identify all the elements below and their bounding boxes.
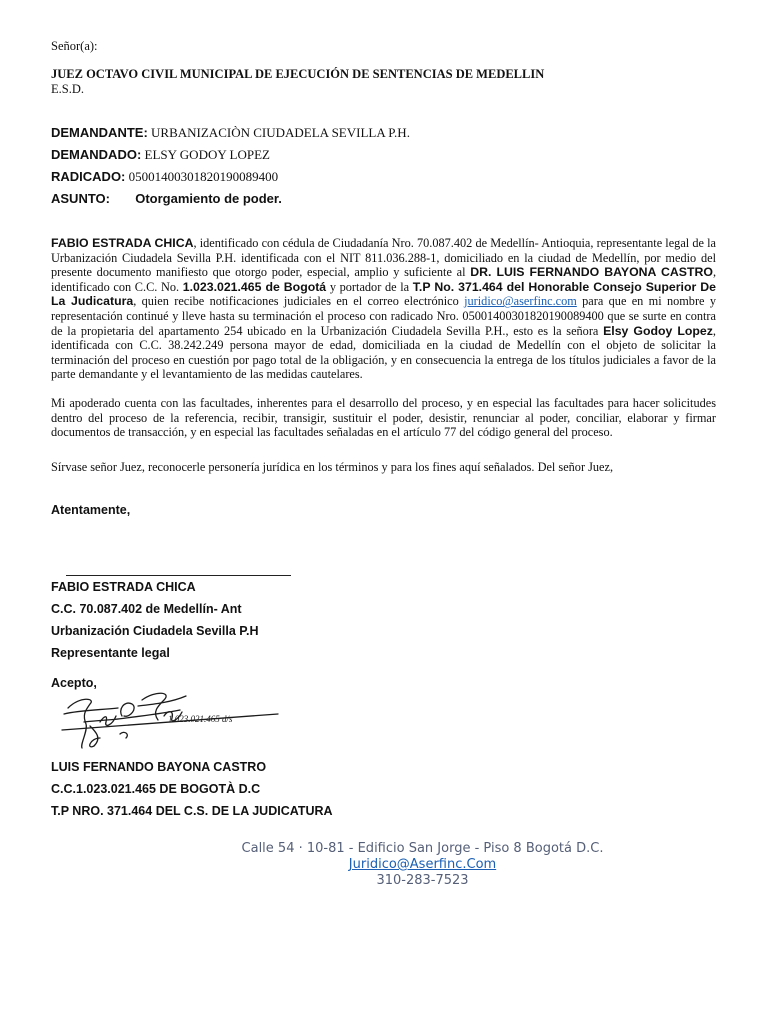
body-paragraph-1: FABIO ESTRADA CHICA, identificado con cédula de Ciudadanía Nro. 70.087.402 de Medellín- Antioquia, representante legal de la Urbanización Ciudadela Sevilla P.H. identificada con el NIT 811.036.288-1, domiciliado en la ciudad de Medellín, por medio del presente documento manifiesto que otorgo poder, especial, amplio y suficiente al DR. LUIS FERNANDO BAYONA CASTRO, identificado con C.C. No. 1.023.021.465 de Bogotá y portador de la T.P No. 371.464 del Honorable Consejo Superior De La Judicatura, quien recibe notificaciones judiciales en el correo electrónico juridico@aserfinc.com para que en mi nombre y representación continué y lleve hasta su terminación el proceso con radicado Nro. 05001400301820190089400 que se surte en contra de la propietaria del apartamento 254 ubicado en la Urbanización Ciudadela Sevilla P.H., esto es la señora Elsy Godoy Lopez, identificada con C.C. 38.242.249 persona mayor de edad, domiciliada en la ciudad de Medellín con el objeto de solicitar la terminación del proceso en cuestión por pago total de la obligación, y en consecuencia la entrega de los títulos judiciales a favor de la parte demandante y el levantamiento de las medidas cautelares. (51, 236, 717, 382)
greeting: Señor(a): (51, 39, 98, 53)
asunto-value: Otorgamiento de poder. (135, 191, 282, 206)
attorney-cc: C.C.1.023.021.465 DE BOGOTÀ D.C (51, 782, 261, 796)
footer-email-link[interactable]: Juridico@Aserfinc.Com (348, 857, 497, 872)
footer-phone: 310-283-7523 (376, 873, 469, 888)
footer-address: Calle 54 · 10-81 - Edificio San Jorge - Piso 8 Bogotá D.C. (241, 841, 604, 856)
closing: Atentamente, (51, 503, 131, 517)
demandante-label: DEMANDANTE: (51, 125, 148, 140)
grantor-role: Representante legal (51, 646, 170, 660)
demandante-value: URBANIZACIÒN CIUDADELA SEVILLA P.H. (151, 125, 410, 140)
demandado-label: DEMANDADO: (51, 147, 142, 162)
asunto-label: ASUNTO: (51, 191, 110, 206)
esd-line: E.S.D. (51, 82, 84, 96)
body-paragraph-2: Mi apoderado cuenta con las facultades, inherentes para el desarrollo del proceso, y en especial las facultades para hacer solicitudes dentro del proceso de la referencia, recibir, transigir, sustituir el poder, desistir, renunciar al poder, conciliar, elaborar y firmar documentos de transacción, y en especial las facultades señaladas en el artículo 77 del código general del proceso. (51, 396, 716, 440)
attorney-cc-inline: 1.023.021.465 de Bogotá (182, 279, 327, 294)
grantor-cc: C.C. 70.087.402 de Medellín- Ant (51, 602, 242, 616)
footer-email-row (0, 857, 768, 872)
attorney-tp: T.P NRO. 371.464 DEL C.S. DE LA JUDICATURA (51, 804, 333, 818)
attorney-name-inline: DR. LUIS FERNANDO BAYONA CASTRO (470, 265, 713, 280)
handwritten-signature (60, 686, 290, 756)
grantor-name-inline: FABIO ESTRADA CHICA (51, 236, 194, 250)
attorney-name: LUIS FERNANDO BAYONA CASTRO (51, 760, 267, 774)
demandado-value: ELSY GODOY LOPEZ (144, 147, 270, 162)
signature-note: 1.023.021.465 d/s (168, 714, 233, 724)
accept-label: Acepto, (51, 676, 97, 690)
attorney-tp-inline: T.P No. 371.464 del Honorable Consejo Superior De La Judicatura (51, 279, 716, 309)
owner-name-inline: Elsy Godoy Lopez (603, 323, 713, 338)
demandado-field (51, 147, 270, 163)
court-name: JUEZ OCTAVO CIVIL MUNICIPAL DE EJECUCIÓN DE SENTENCIAS DE MEDELLIN (51, 67, 545, 81)
asunto-field (51, 191, 282, 207)
grantor-name: FABIO ESTRADA CHICA (51, 580, 196, 594)
demandante-field (51, 125, 410, 141)
email-link[interactable]: juridico@aserfinc.com (464, 294, 577, 309)
signature-line (66, 575, 291, 576)
radicado-value: 05001400301820190089400 (128, 169, 279, 184)
radicado-field (51, 169, 278, 185)
body-paragraph-3: Sírvase señor Juez, reconocerle personería jurídica en los términos y para los fines aquí señalados. Del señor Juez, (51, 460, 614, 474)
radicado-label: RADICADO: (51, 169, 126, 184)
grantor-org: Urbanización Ciudadela Sevilla P.H (51, 624, 259, 638)
